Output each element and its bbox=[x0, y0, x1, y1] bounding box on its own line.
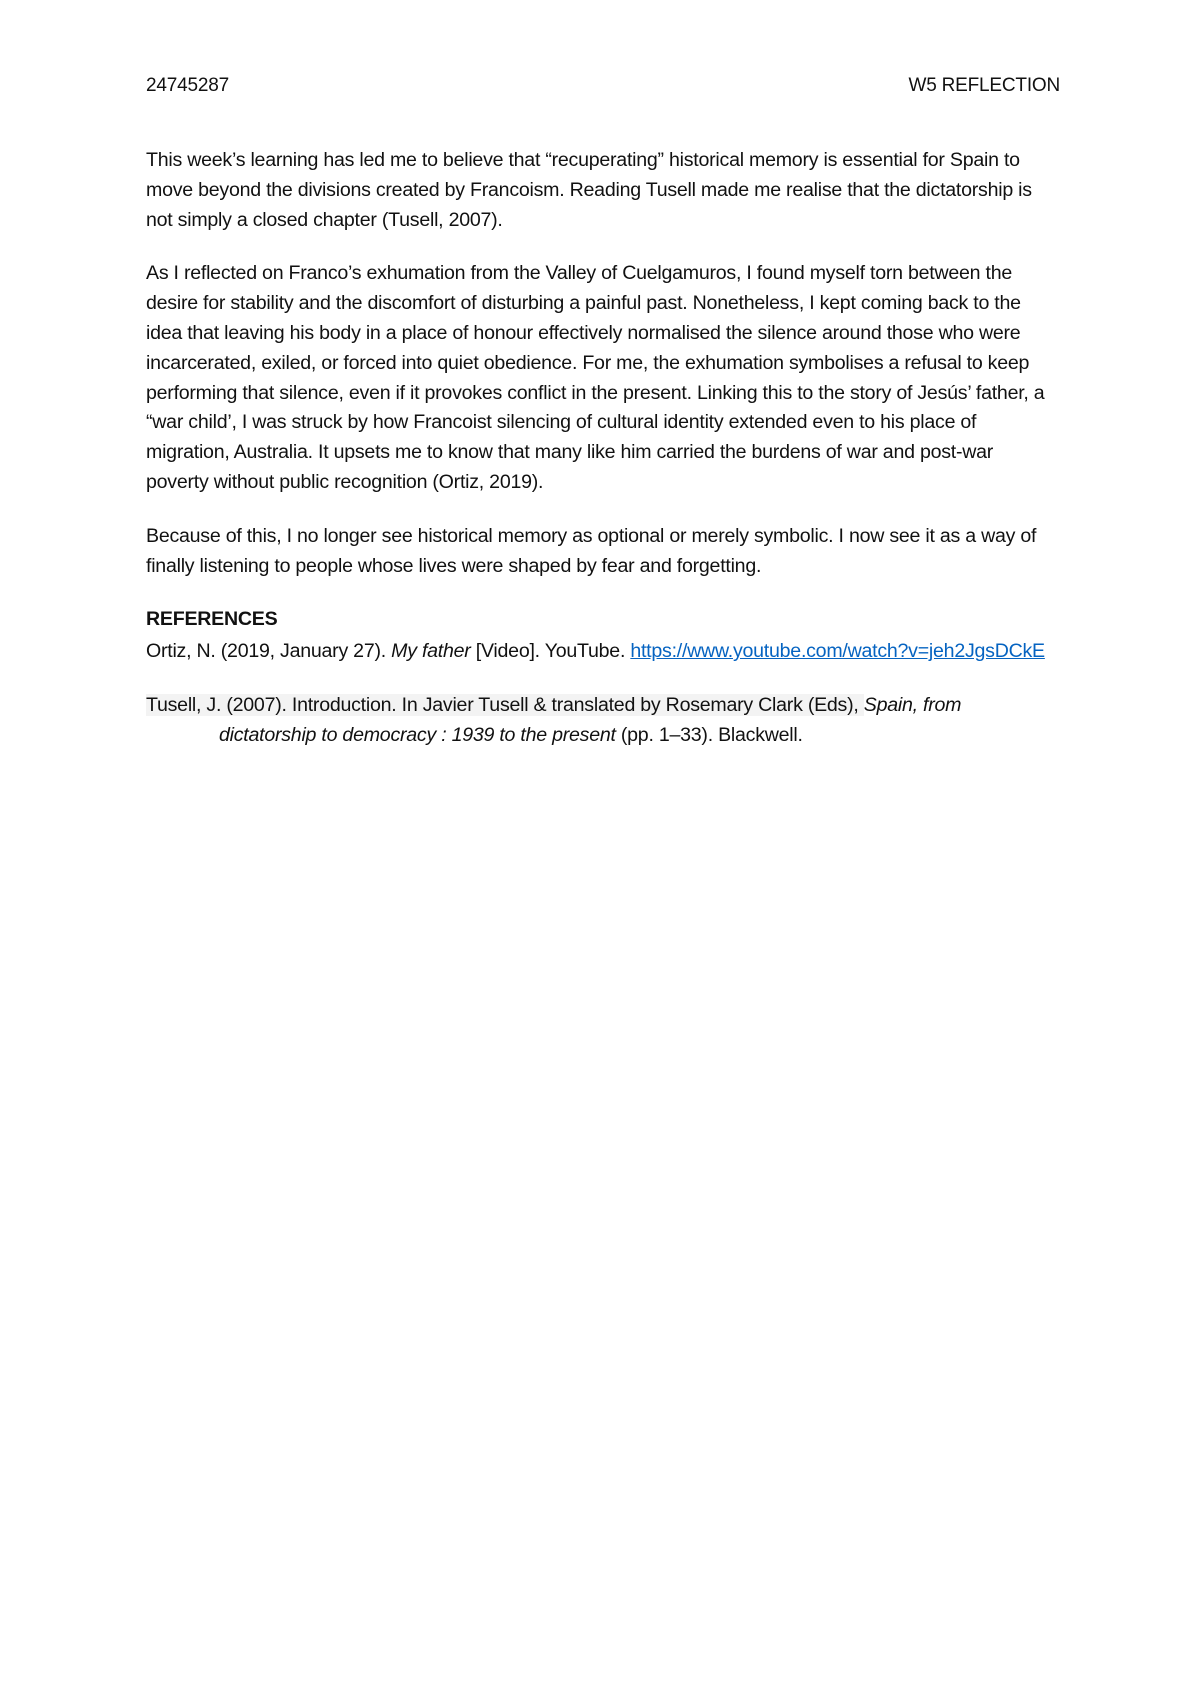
references-heading: REFERENCES bbox=[146, 608, 278, 631]
reference-ortiz-author-date: Ortiz, N. (2019, January 27). bbox=[146, 640, 392, 663]
reference-tusell-pages: (pp. 1–33). Blackwell. bbox=[615, 723, 803, 746]
reference-tusell bbox=[146, 691, 1060, 751]
paragraph-2: As I reflected on Franco’s exhumation from the Valley of Cuelgamuros, I found myself torn between the desire for stability and the discomfort of disturbing a painful past. Nonetheless, I kept coming back to the idea that leaving his body in a place of honour effectively normalised the silence around those who were incarcerated, exiled, or forced into quiet obedience. For me, the exhumation symbolises a refusal to keep performing that silence, even if it provokes conflict in the present. Linking this to the story of Jesús’ father, a “war child’, I was struck by how Francoist silencing of cultural identity extended even to his place of migration, Australia. It upsets me to know that many like him carried the burdens of war and post-war poverty without public recognition (Ortiz, 2019). bbox=[146, 262, 1045, 493]
document-title: W5 REFLECTION bbox=[908, 75, 1060, 96]
student-id: 24745287 bbox=[146, 75, 229, 96]
reference-ortiz-title: My father bbox=[391, 640, 471, 663]
document-body bbox=[146, 146, 1060, 775]
reference-tusell-author-date: Tusell, J. (2007). Introduction. In Javier Tusell & translated by Rosemary Clark (Eds), bbox=[146, 693, 864, 716]
reference-ortiz bbox=[146, 637, 1060, 667]
paragraph-3: Because of this, I no longer see historical memory as optional or merely symbolic. I now see it as a way of finally listening to people whose lives were shaped by fear and forgetting. bbox=[146, 524, 1037, 577]
reference-tusell-title: Spain, from dictatorship to democracy : 1939 to the present bbox=[219, 693, 962, 746]
paragraph-1: This week’s learning has led me to believe that “recuperating” historical memory is essential for Spain to move beyond the divisions created by Francoism. Reading Tusell made me realise that the dictatorship is not simply a closed chapter (Tusell, 2007). bbox=[146, 149, 1032, 231]
reference-ortiz-source: [Video]. YouTube. bbox=[470, 640, 631, 663]
reference-ortiz-link[interactable]: https://www.youtube.com/watch?v=jeh2JgsDCkE bbox=[630, 640, 1045, 663]
